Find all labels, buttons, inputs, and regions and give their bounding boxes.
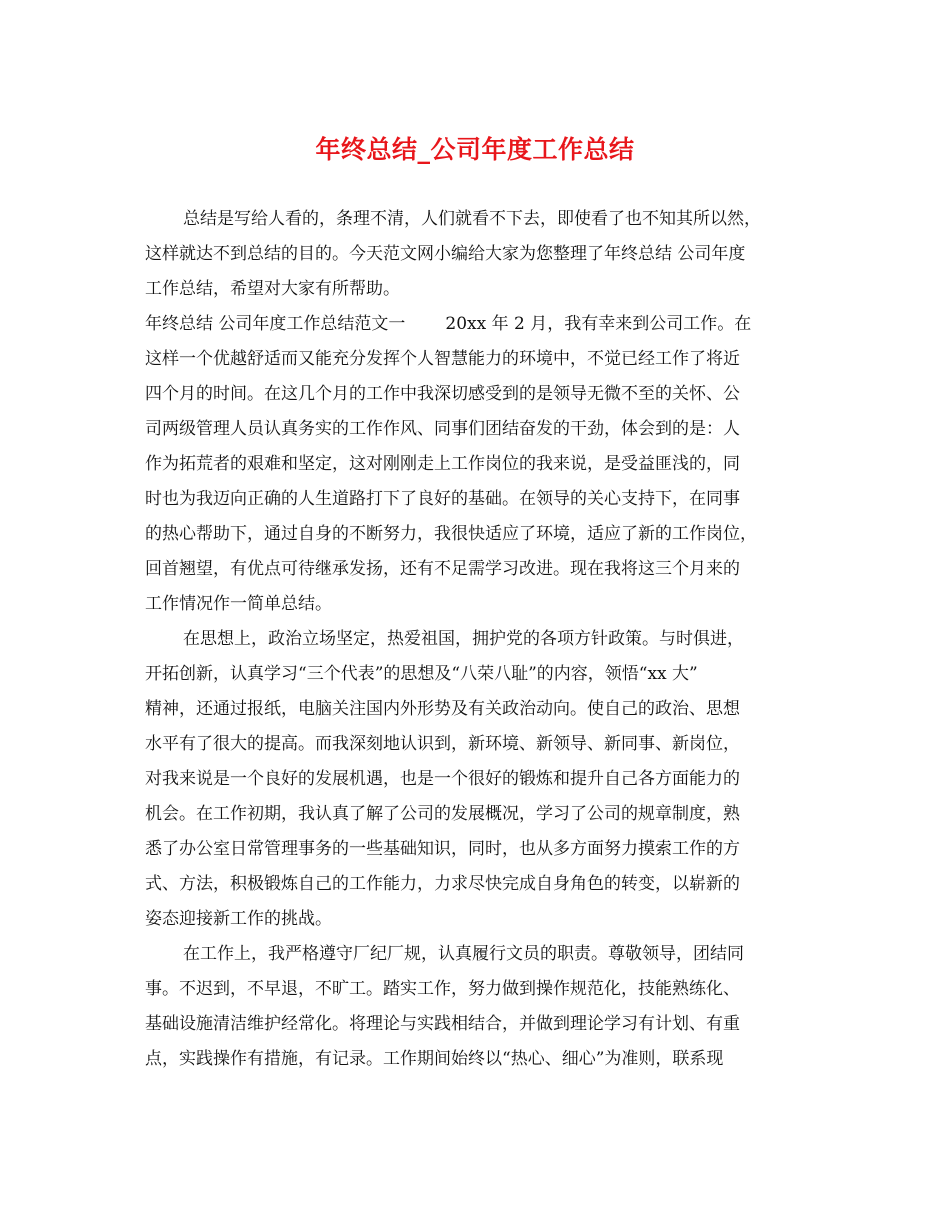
paragraph-line: 作为拓荒者的艰难和坚定，这对刚刚走上工作岗位的我来说，是受益匪浅的，同 (145, 454, 740, 474)
paragraph-line: 开拓创新，认真学习“三个代表”的思想及“八荣八耻”的内容，领悟“xx 大” (145, 664, 698, 684)
paragraph-line: 四个月的时间。在这几个月的工作中我深切感受到的是领导无微不至的关怀、公 (145, 384, 740, 404)
paragraph-line: 基础设施清洁维护经常化。将理论与实践相结合，并做到理论学习有计划、有重 (145, 1014, 740, 1034)
paragraph-line: 式、方法，积极锻炼自己的工作能力，力求尽快完成自身角色的转变，以崭新的 (145, 874, 740, 894)
paragraph-line: 司两级管理人员认真务实的工作作风、同事们团结奋发的干劲，体会到的是：人 (145, 419, 740, 439)
document-title: 年终总结_公司年度工作总结 (315, 135, 635, 164)
paragraph-line: 悉了办公室日常管理事务的一些基础知识，同时，也从多方面努力摸索工作的方 (145, 839, 740, 859)
paragraph-line: 的热心帮助下，通过自身的不断努力，我很快适应了环境，适应了新的工作岗位， (145, 524, 757, 544)
section-heading-line (145, 307, 817, 342)
paragraph-line: 这样一个优越舒适而又能充分发挥个人智慧能力的环境中，不觉已经工作了将近 (145, 349, 740, 369)
paragraph-line: 在思想上，政治立场坚定，热爱祖国，拥护党的各项方针政策。与时俱进， (183, 629, 744, 649)
paragraph-line: 回首翘望，有优点可待继承发扬，还有不足需学习改进。现在我将这三个月来的 (145, 559, 740, 579)
paragraph-line: 在工作上，我严格遵守厂纪厂规，认真履行文员的职责。尊敬领导，团结同 (183, 944, 744, 964)
paragraph-line: 工作总结，希望对大家有所帮助。 (145, 279, 400, 299)
paragraph-line: 总结是写给人看的，条理不清，人们就看不下去，即使看了也不知其所以然， (183, 209, 761, 229)
paragraph-line: 机会。在工作初期，我认真了解了公司的发展概况，学习了公司的规章制度，熟 (145, 804, 740, 824)
paragraph-line: 时也为我迈向正确的人生道路打下了良好的基础。在领导的关心支持下，在同事 (145, 489, 740, 509)
paragraph-line: 工作情况作一简单总结。 (145, 594, 332, 614)
paragraph-line: 精神，还通过报纸，电脑关注国内外形势及有关政治动向。使自己的政治、思想 (145, 699, 740, 719)
paragraph-line: 这样就达不到总结的目的。今天范文网小编给大家为您整理了年终总结 公司年度 (145, 244, 746, 264)
paragraph-line: 对我来说是一个良好的发展机遇，也是一个很好的锻炼和提升自己各方面能力的 (145, 769, 740, 789)
paragraph-line: 姿态迎接新工作的挑战。 (145, 909, 332, 929)
paragraph-line: 水平有了很大的提高。而我深刻地认识到，新环境、新领导、新同事、新岗位， (145, 734, 740, 754)
section-heading: 年终总结 公司年度工作总结范文一 (145, 314, 406, 334)
paragraph-line: 事。不迟到，不早退，不旷工。踏实工作，努力做到操作规范化，技能熟练化、 (145, 979, 740, 999)
paragraph-line: 点，实践操作有措施，有记录。工作期间始终以“热心、细心”为准则，联系现 (145, 1049, 724, 1069)
paragraph-start: 20xx 年 2 月，我有幸来到公司工作。在 (445, 314, 752, 334)
document-body (145, 202, 817, 1077)
